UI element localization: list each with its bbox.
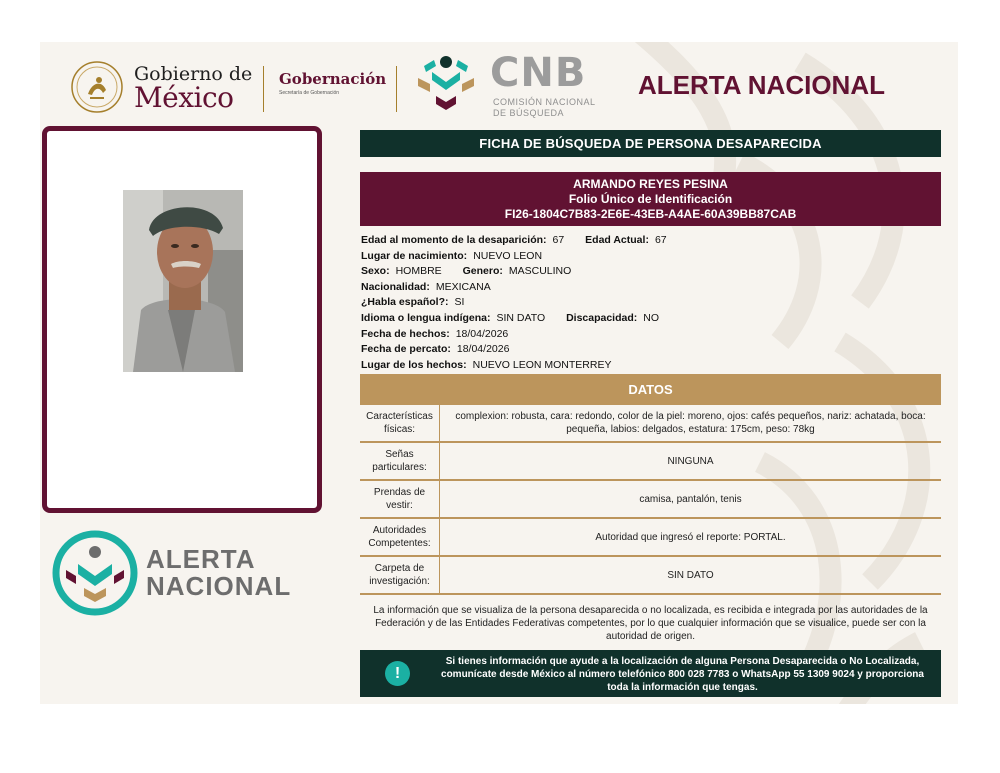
photo-frame <box>42 126 322 513</box>
gobernacion-subtext: Secretaría de Gobernación <box>279 90 340 96</box>
datos-row <box>360 557 941 595</box>
info-row <box>361 311 685 327</box>
datos-value: complexion: robusta, cara: redondo, color de la piel: moreno, ojos: cafés pequeños, nariz: achatada, boca: pequeña, labios: delgados, estatura: 175cm, peso: 78kg <box>455 411 926 435</box>
info-label: Lugar de los hechos: <box>361 358 467 371</box>
cnb-subtitle-line: DE BÚSQUEDA <box>493 108 565 118</box>
info-row <box>361 342 685 358</box>
contact-bar <box>360 650 941 697</box>
info-label: ¿Habla español?: <box>361 296 449 309</box>
datos-row <box>360 443 941 481</box>
datos-value: SIN DATO <box>667 569 714 581</box>
person-name: ARMANDO REYES PESINA <box>573 177 728 191</box>
info-label: Sexo: <box>361 265 390 278</box>
datos-label: Carpeta de investigación: <box>360 557 440 593</box>
info-value: 67 <box>654 234 667 246</box>
header-divider <box>396 66 397 112</box>
info-label: Edad al momento de la desaparición: <box>361 234 547 246</box>
info-label: Idioma o lengua indígena: <box>361 311 491 324</box>
datos-label: Autoridades Competentes: <box>360 519 440 555</box>
info-value: SI <box>454 296 465 309</box>
info-row <box>361 327 685 343</box>
info-value: NUEVO LEON <box>473 249 543 262</box>
datos-row <box>360 481 941 519</box>
info-row <box>361 358 685 374</box>
gobernacion-text: Gobernación <box>279 70 387 88</box>
contact-text: Si tienes información que ayude a la localización de alguna Persona Desaparecida o No Localizada, comunícate desde México al número telefónico 800 028 7783 o WhatsApp 55 1309 9024 y proporciona toda la información que tengas. <box>441 656 924 693</box>
cnb-logo <box>410 48 610 120</box>
datos-label: Prendas de vestir: <box>360 481 440 517</box>
cnb-title: CNB <box>490 50 587 96</box>
info-label: Fecha de hechos: <box>361 327 450 340</box>
info-label: Genero: <box>462 265 503 278</box>
folio-value: FI26-1804C7B83-2E6E-43EB-A4AE-60A39BB87CAB <box>504 207 797 221</box>
info-value: SIN DATO <box>496 311 546 324</box>
alerta-nacional-text <box>146 546 291 600</box>
info-row <box>361 295 685 311</box>
folio-label: Folio Único de Identificación <box>568 192 733 206</box>
info-row <box>361 264 685 280</box>
gobernacion-logo <box>279 70 386 96</box>
datos-row <box>360 405 941 443</box>
info-label: Nacionalidad: <box>361 280 430 293</box>
alerta-line: ALERTA <box>146 544 256 574</box>
info-row <box>361 280 685 296</box>
cnb-subtitle <box>493 97 623 119</box>
info-value: 67 <box>552 234 565 246</box>
cnb-subtitle-line: COMISIÓN NACIONAL <box>493 97 596 107</box>
info-value: MASCULINO <box>508 265 572 278</box>
info-value: NUEVO LEON MONTERREY <box>472 358 612 371</box>
escudo-nacional-icon <box>70 60 124 114</box>
info-row <box>361 249 685 265</box>
person-name-box <box>360 172 941 226</box>
nacional-line: NACIONAL <box>146 571 292 601</box>
datos-row <box>360 519 941 557</box>
cnb-mark-icon <box>410 48 482 120</box>
disclaimer-text: La información que se visualiza de la persona desaparecida o no localizada, es recibida e integrada por las autoridades de la Federación y de las Entidades Federativas competentes, por lo que cualquier información que se visualice, puede ser con la autoridad de origen. <box>373 605 928 642</box>
exclamation-icon: ! <box>385 661 410 686</box>
info-value: NO <box>643 311 660 324</box>
info-value: MEXICANA <box>435 280 491 293</box>
info-label: Edad Actual: <box>585 234 649 246</box>
alerta-nacional-mark-icon <box>52 530 138 616</box>
mexico-text: México <box>134 81 234 114</box>
header-divider <box>263 66 264 112</box>
alerta-nacional-title: ALERTA NACIONAL <box>638 70 885 100</box>
info-row <box>361 233 685 249</box>
datos-label: Características físicas: <box>360 405 440 441</box>
gobierno-text: Gobierno de <box>134 63 253 85</box>
ficha-title-bar: FICHA DE BÚSQUEDA DE PERSONA DESAPARECIDA <box>360 130 941 157</box>
gobierno-de-mexico-logo <box>70 60 260 114</box>
datos-title-bar: DATOS <box>360 374 941 405</box>
info-value: 18/04/2026 <box>455 327 509 340</box>
alerta-nacional-logo <box>52 530 312 616</box>
datos-table <box>360 405 941 595</box>
datos-label: Señas particulares: <box>360 443 440 479</box>
info-label: Fecha de percato: <box>361 343 451 356</box>
datos-value: Autoridad que ingresó el reporte: PORTAL. <box>595 531 786 543</box>
datos-value: camisa, pantalón, tenis <box>639 493 742 505</box>
info-label: Discapacidad: <box>566 311 638 324</box>
person-photo <box>123 190 243 372</box>
person-info <box>361 233 685 373</box>
info-value: 18/04/2026 <box>456 343 510 356</box>
datos-value: NINGUNA <box>667 455 714 467</box>
info-label: Lugar de nacimiento: <box>361 249 468 262</box>
info-value: HOMBRE <box>395 265 442 278</box>
